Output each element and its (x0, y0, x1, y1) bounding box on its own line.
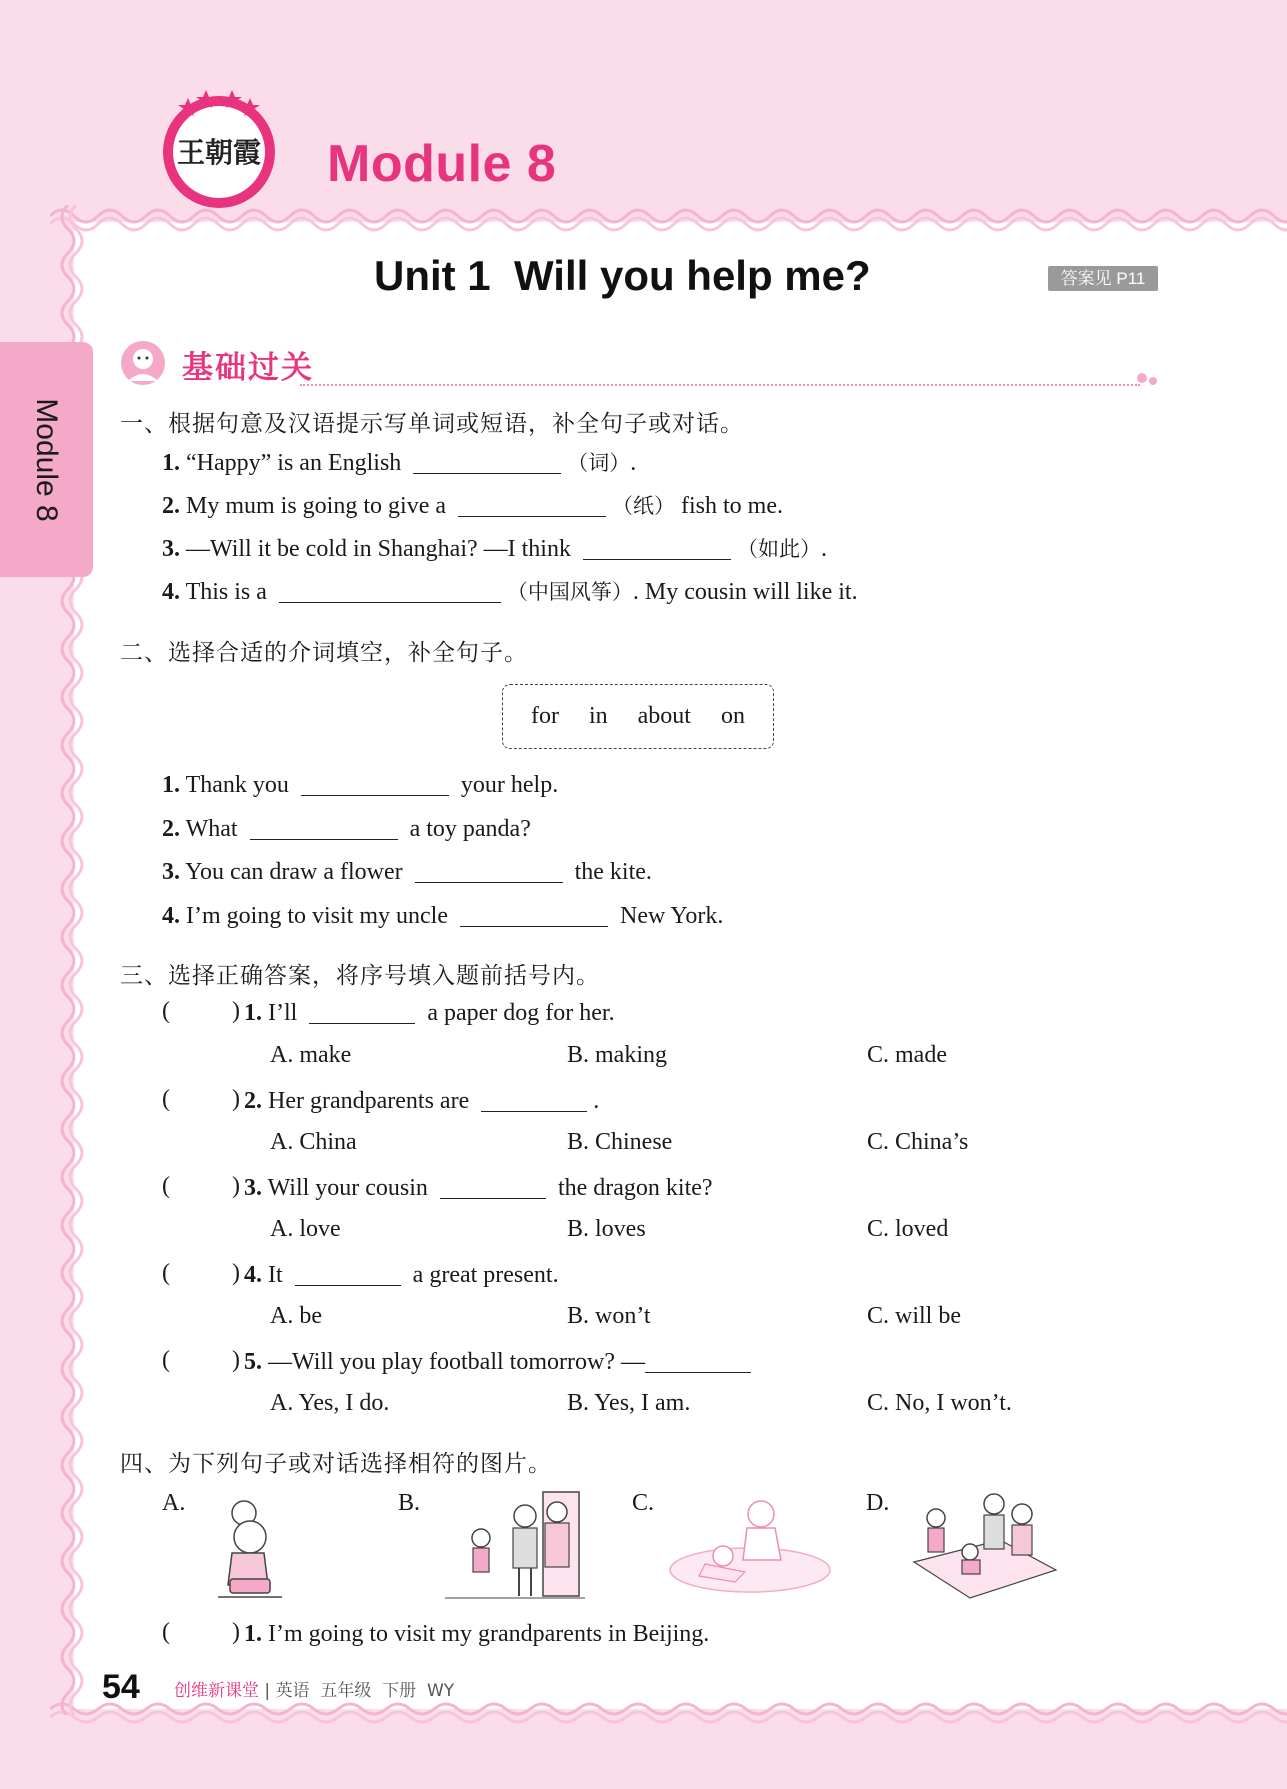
item-hint: （词） (567, 451, 631, 475)
answer-paren-open[interactable]: ( (162, 1086, 170, 1112)
item-text: What (185, 816, 238, 842)
item-number: 1. (244, 1621, 262, 1647)
part3-item-2 (244, 1086, 599, 1116)
answer-blank (440, 1175, 546, 1199)
option-c: C. loved (867, 1216, 949, 1242)
item-text: I’m going to visit my grandparents in Beijing. (268, 1621, 710, 1647)
picture-d-family-picnic (910, 1490, 1060, 1605)
picture-label-a: A. (162, 1490, 186, 1516)
item-text-end: a toy panda? (409, 816, 531, 842)
item-hint: （如此） (736, 537, 821, 561)
answer-blank[interactable] (301, 772, 449, 796)
footer-brand: 创维新课堂 (174, 1681, 259, 1701)
item-number: 3. (244, 1175, 262, 1201)
answer-paren-open[interactable]: ( (162, 1619, 170, 1645)
item-text-end: a great present. (412, 1262, 559, 1288)
item-hint: （中国风筝） (506, 580, 633, 604)
item-number: 2. (162, 493, 180, 519)
answer-blank (481, 1088, 587, 1112)
item-text: I’m going to visit my uncle (186, 903, 448, 929)
part1-heading: 一、根据句意及汉语提示写单词或短语，补全句子或对话。 (120, 411, 744, 437)
teacher-icon (116, 337, 170, 387)
word-bank-box (502, 684, 774, 749)
option-c: C. No, I won’t. (867, 1390, 1012, 1416)
part3-item-4 (244, 1260, 559, 1290)
footer-details: | 英语 五年级 下册 WY (264, 1681, 455, 1701)
answer-paren-close: ) (232, 1173, 240, 1199)
item-text: “Happy” is an English (186, 450, 402, 476)
item-number: 1. (162, 772, 180, 798)
item-text-end: . (593, 1088, 600, 1114)
answer-blank[interactable] (583, 536, 731, 560)
part3-item-5 (244, 1347, 757, 1377)
part3-heading: 三、选择正确答案，将序号填入题前括号内。 (120, 963, 600, 989)
option-b: B. making (567, 1042, 667, 1068)
option-a: A. be (270, 1303, 322, 1329)
part4-heading: 四、为下列句子或对话选择相符的图片。 (120, 1451, 552, 1477)
word-bank-word: for (531, 703, 559, 729)
item-number: 1. (244, 1000, 262, 1026)
side-tab-label: Module 8 (30, 398, 63, 522)
word-bank-word: in (588, 703, 608, 729)
answer-paren-close: ) (232, 1086, 240, 1112)
answer-paren-close: ) (232, 1619, 240, 1645)
part2-item-2 (162, 814, 531, 844)
item-number: 2. (244, 1088, 262, 1114)
part3-item-3 (244, 1173, 713, 1203)
item-number: 5. (244, 1349, 262, 1375)
option-c: C. will be (867, 1303, 961, 1329)
item-text-end: the kite. (574, 859, 652, 885)
item-number: 4. (244, 1262, 262, 1288)
item-text: Her grandparents are (268, 1088, 470, 1114)
item-text-end: a paper dog for her. (427, 1000, 615, 1026)
answer-paren-open[interactable]: ( (162, 1347, 170, 1373)
answer-paren-open[interactable]: ( (162, 1260, 170, 1286)
unit-title (374, 252, 871, 300)
picture-c-children-drawing (665, 1490, 835, 1600)
item-text-end: . (630, 450, 637, 476)
answer-blank[interactable] (279, 579, 501, 603)
item-text: It (268, 1262, 283, 1288)
item-text-end: the dragon kite? (557, 1175, 713, 1201)
section-divider (300, 384, 1140, 386)
answer-blank[interactable] (458, 493, 606, 517)
unit-title-text: Unit 1 Will you help me? (374, 252, 871, 299)
logo-text: 王朝霞 (176, 136, 262, 169)
picture-b-family-door (445, 1490, 585, 1605)
item-text-end: . My cousin will like it. (632, 579, 858, 605)
answer-paren-open[interactable]: ( (162, 1173, 170, 1199)
item-number: 4. (162, 579, 180, 605)
item-text-end: fish to me. (681, 493, 783, 519)
answer-paren-open[interactable]: ( (162, 998, 170, 1024)
answer-blank (645, 1349, 751, 1373)
answer-paren-close: ) (232, 998, 240, 1024)
part4-item-1 (244, 1619, 709, 1649)
option-b: B. Chinese (567, 1129, 673, 1155)
part2-heading: 二、选择合适的介词填空，补全句子。 (120, 640, 528, 666)
item-text: This is a (185, 579, 267, 605)
item-text: Will your cousin (267, 1175, 428, 1201)
section-title: 基础过关 (182, 350, 314, 386)
part2-item-4 (162, 901, 723, 931)
option-b: B. won’t (567, 1303, 651, 1329)
part1-item-1 (162, 448, 636, 478)
page-number: 54 (102, 1668, 140, 1706)
item-text: —Will you play football tomorrow? — (268, 1349, 645, 1375)
item-hint: （纸） (612, 494, 675, 518)
picture-label-b: B. (398, 1490, 421, 1516)
item-text: My mum is going to give a (186, 493, 446, 519)
item-number: 3. (162, 859, 180, 885)
item-text-end: New York. (619, 903, 724, 929)
answer-reference-badge: 答案见 P11 (1048, 266, 1158, 291)
picture-label-c: C. (632, 1490, 655, 1516)
item-text: You can draw a flower (185, 859, 403, 885)
item-number: 3. (162, 536, 180, 562)
answer-blank (295, 1262, 401, 1286)
picture-a-girl-cake (210, 1495, 290, 1605)
item-text: Thank you (185, 772, 289, 798)
option-a: A. make (270, 1042, 352, 1068)
footer-info (174, 1676, 454, 1701)
item-text: I’ll (268, 1000, 298, 1026)
option-c: C. China’s (867, 1129, 969, 1155)
item-text: —Will it be cold in Shanghai? —I think (186, 536, 571, 562)
word-bank-word: about (637, 703, 691, 729)
answer-blank[interactable] (413, 450, 561, 474)
module-title: Module 8 (327, 135, 557, 193)
section-dots-icon (1136, 368, 1160, 388)
option-b: B. loves (567, 1216, 646, 1242)
part1-item-4 (162, 577, 858, 607)
part1-item-2 (162, 491, 783, 521)
word-bank-word: on (720, 703, 745, 729)
part2-item-1 (162, 770, 558, 800)
brand-logo (158, 88, 280, 210)
answer-blank[interactable] (250, 816, 398, 840)
picture-label-d: D. (866, 1490, 890, 1516)
item-text-end: . (820, 536, 827, 562)
answer-paren-close: ) (232, 1260, 240, 1286)
option-c: C. made (867, 1042, 947, 1068)
option-a: A. China (270, 1129, 357, 1155)
item-number: 1. (162, 450, 180, 476)
answer-blank[interactable] (415, 859, 563, 883)
option-b: B. Yes, I am. (567, 1390, 691, 1416)
answer-blank[interactable] (460, 903, 608, 927)
item-text-end: your help. (460, 772, 559, 798)
item-number: 2. (162, 816, 180, 842)
item-number: 4. (162, 903, 180, 929)
answer-paren-close: ) (232, 1347, 240, 1373)
option-a: A. Yes, I do. (270, 1390, 390, 1416)
part3-item-1 (244, 998, 615, 1028)
option-a: A. love (270, 1216, 341, 1242)
answer-blank (309, 1000, 415, 1024)
part2-item-3 (162, 857, 652, 887)
part1-item-3 (162, 534, 827, 564)
